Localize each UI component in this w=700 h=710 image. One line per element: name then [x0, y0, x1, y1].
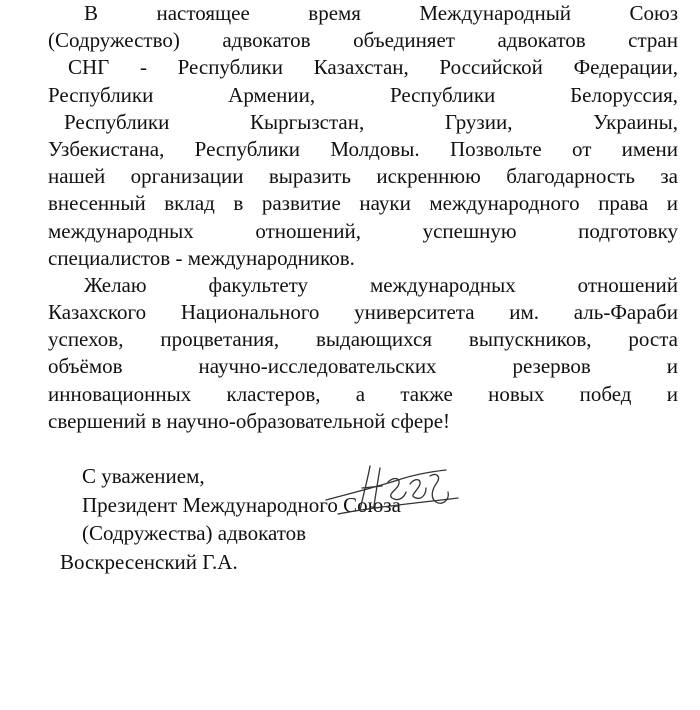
- paragraph-2-line-3: успехов, процветания, выдающихся выпускников, роста: [48, 327, 678, 352]
- paragraph-1-line-6: Узбекистана, Республики Молдовы. Позвольте от имени: [48, 136, 678, 161]
- paragraph-2-line-2: Казахского Национального университета им. аль-Фараби: [48, 300, 678, 325]
- paragraph-2-line-5: инновационных кластеров, а также новых побед и: [48, 381, 678, 406]
- closing-regards: С уважением,: [82, 464, 205, 488]
- paragraph-1-line-1: В настоящее время Международный Союз: [84, 1, 678, 25]
- paragraph-1-line-10: специалистов - международников.: [48, 245, 355, 270]
- handwritten-signature: [318, 458, 468, 528]
- paragraph-1-line-4: Республики Армении, Республики Белоруссия,: [48, 82, 678, 107]
- paragraph-1-line-7: нашей организации выразить искреннюю благодарность за: [48, 164, 678, 189]
- paragraph-2-line-4: объёмов научно-исследовательских резервов и: [48, 354, 678, 379]
- paragraph-1-line-3: СНГ - Республики Казахстан, Российской Федерации,: [68, 55, 678, 80]
- signer-name: Воскресенский Г.А.: [60, 549, 238, 574]
- signer-title-line-1: Президент Международного Союза: [82, 492, 401, 517]
- signer-title-line-2: (Содружества) адвокатов: [82, 521, 307, 545]
- paragraph-1-line-8: внесенный вклад в развитие науки международного права и: [48, 191, 678, 216]
- paragraph-2-line-6: свершений в научно-образовательной сфере!: [48, 408, 451, 433]
- paragraph-2-line-1: Желаю факультету международных отношений: [84, 272, 678, 297]
- letter-body: [48, 0, 678, 435]
- paragraph-1-line-2: (Содружество) адвокатов объединяет адвокатов стран: [48, 28, 678, 53]
- paragraph-1-line-5: Республики Кыргызстан, Грузии, Украины,: [64, 109, 678, 134]
- paragraph-1-line-9: международных отношений, успешную подготовку: [48, 218, 678, 243]
